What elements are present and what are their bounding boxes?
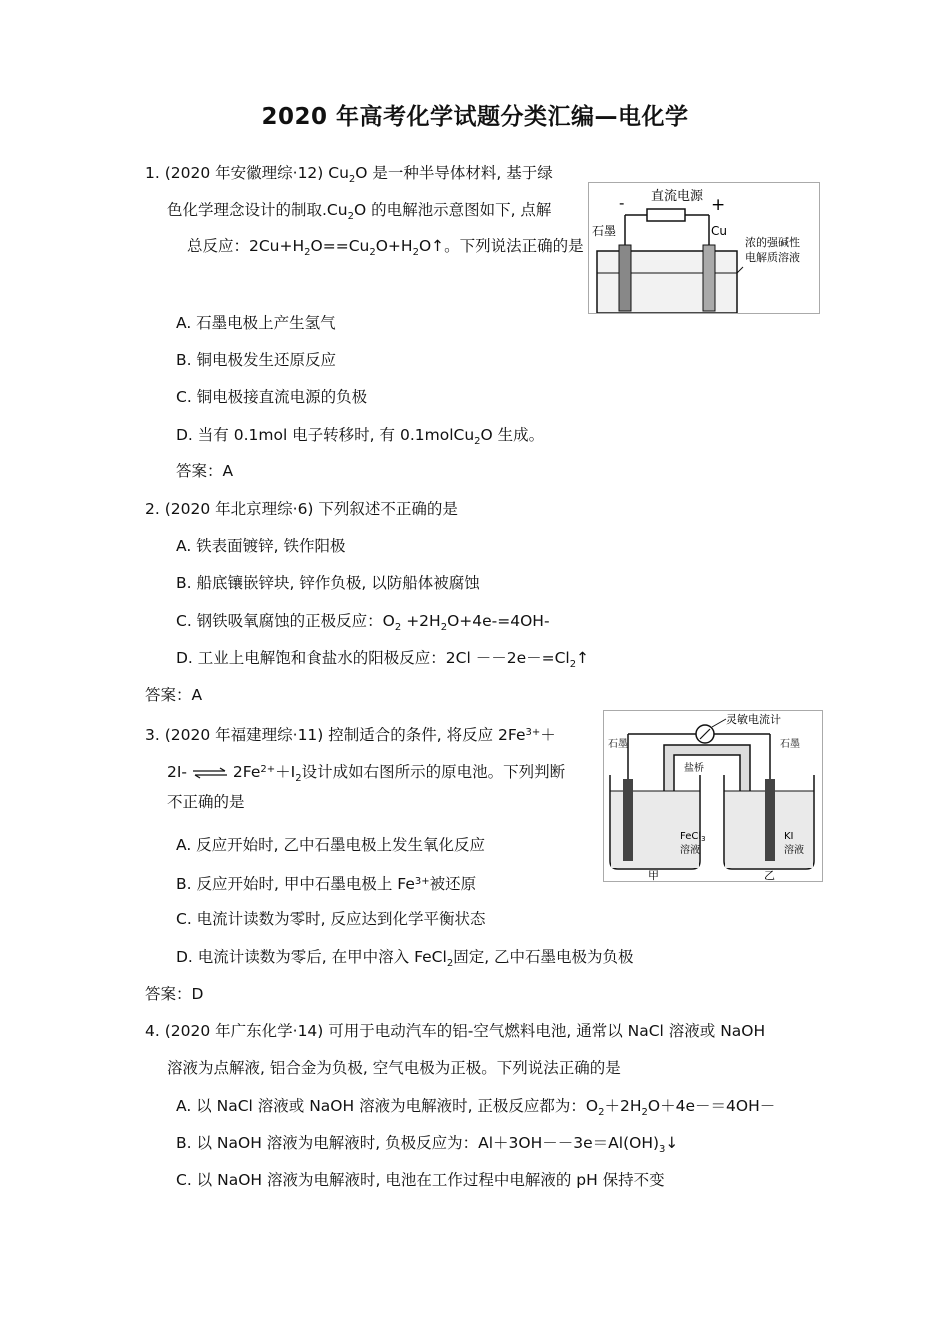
- q3-text: 被还原: [429, 875, 477, 893]
- fig3-meter-label: 灵敏电流计: [726, 713, 781, 726]
- fig1-solution-label: 电解质溶液: [745, 251, 800, 264]
- graphite-electrode-yi: [765, 779, 775, 861]
- q1-text: 总反应：2Cu+H: [187, 237, 305, 255]
- fig1-power-label: 直流电源: [651, 189, 704, 204]
- electrolysis-cell-figure: [588, 182, 820, 314]
- q4-option-c: C. 以 NaOH 溶液为电解液时, 电池在工作过程中电解液的 pH 保持不变: [176, 1171, 665, 1189]
- q3-text: 2I-: [167, 763, 188, 781]
- q3-line1: [145, 723, 556, 745]
- q3-option-d: [176, 947, 634, 974]
- galvanic-cell-diagram: [604, 711, 822, 881]
- q2-option-c: [176, 611, 550, 638]
- q1-text: O 生成。: [480, 426, 545, 444]
- superscript: 3+: [525, 727, 541, 738]
- q3-answer: 答案：D: [145, 985, 204, 1003]
- q3-text: ＋I: [275, 763, 296, 781]
- q3-text: B. 反应开始时, 甲中石墨电极上 Fe: [176, 875, 415, 893]
- q3-option-a: A. 反应开始时, 乙中石墨电极上发生氧化反应: [176, 836, 486, 854]
- subscript: 2: [295, 773, 302, 784]
- graphite-electrode-jia: [623, 779, 633, 861]
- subscript: 2: [412, 247, 419, 258]
- q3-text: 设计成如右图所示的原电池。下列判断: [301, 763, 566, 781]
- subscript: 2: [394, 622, 402, 633]
- q1-line2: [167, 200, 551, 227]
- fig3-solution-right: 溶液: [784, 845, 804, 856]
- q1-text: O+H: [375, 237, 413, 255]
- q3-option-b: [176, 872, 476, 894]
- q4-line1: 4. (2020 年广东化学·14) 可用于电动汽车的铝-空气燃料电池, 通常以 NaCl 溶液或 NaOH: [145, 1022, 766, 1040]
- q3-text: D. 电流计读数为零后, 在甲中溶入 FeCl: [176, 948, 447, 966]
- q2-option-b: B. 船底镶嵌锌块, 锌作负极, 以防船体被腐蚀: [176, 574, 480, 592]
- subscript: 2: [304, 247, 311, 258]
- subscript: 2: [598, 1107, 605, 1118]
- q1-option-a: A. 石墨电极上产生氢气: [176, 314, 336, 332]
- q1-option-c: C. 铜电极接直流电源的负极: [176, 388, 368, 406]
- q4-option-b: [176, 1133, 678, 1160]
- q1-option-b: B. 铜电极发生还原反应: [176, 351, 336, 369]
- q1-line3: [187, 236, 584, 263]
- graphite-electrode: [619, 245, 631, 311]
- subscript: 3: [659, 1144, 666, 1155]
- subscript: 2: [474, 436, 481, 447]
- q2-option-d: [176, 648, 589, 675]
- subscript: 2: [369, 247, 376, 258]
- fig1-solution-label: 浓的强碱性: [745, 236, 800, 249]
- q2-text: +2H: [401, 612, 441, 630]
- q2-text: ↑: [576, 649, 590, 667]
- equilibrium-arrow-icon: [192, 767, 228, 779]
- fig3-graphite-right: 石墨: [780, 739, 800, 750]
- q1-text: 1. (2020 年安徽理综·12) Cu: [145, 164, 349, 182]
- q2-text: O+4e-=4OH-: [447, 612, 550, 630]
- subscript: 2: [348, 174, 356, 185]
- fig3-fecl-label: FeCl$_3$: [680, 831, 706, 843]
- q2-text: C. 钢铁吸氧腐蚀的正极反应：O: [176, 612, 395, 630]
- fig3-ki-label: KI: [784, 831, 794, 842]
- q3-text: ＋: [540, 726, 556, 744]
- q3-text: 固定, 乙中石墨电极为负极: [453, 948, 634, 966]
- beaker: [597, 251, 737, 313]
- fig3-yi-label: 乙: [764, 869, 775, 881]
- fig3-graphite-left: 石墨: [608, 739, 628, 750]
- q4-text: ＋2H: [604, 1097, 642, 1115]
- q2-stem: 2. (2020 年北京理综·6) 下列叙述不正确的是: [145, 500, 458, 518]
- q2-answer: 答案：A: [145, 686, 203, 704]
- page-title: 2020 年高考化学试题分类汇编—电化学: [261, 104, 689, 130]
- electrolysis-cell-diagram: [589, 183, 819, 313]
- q2-text: D. 工业上电解饱和食盐水的阳极反应：2Cl －－2e－=Cl: [176, 649, 570, 667]
- subscript: 2: [440, 622, 448, 633]
- subscript: 2: [569, 659, 577, 670]
- q4-line2: 溶液为点解液, 铝合金为负极, 空气电极为正极。下列说法正确的是: [167, 1059, 621, 1077]
- power-supply-box: [647, 209, 685, 221]
- q1-text: O 的电解池示意图如下, 点解: [353, 201, 552, 219]
- q4-text: A. 以 NaCl 溶液或 NaOH 溶液为电解液时, 正极反应都为：O: [176, 1097, 599, 1115]
- copper-electrode: [703, 245, 715, 311]
- fig1-graphite-label: 石墨: [592, 224, 617, 238]
- q1-option-d: [176, 425, 544, 452]
- q3-option-c: C. 电流计读数为零时, 反应达到化学平衡状态: [176, 910, 486, 928]
- q3-text: 2Fe: [232, 763, 261, 781]
- q1-text: 色化学理念设计的制取.Cu: [167, 201, 348, 219]
- q1-text: O↑。下列说法正确的是: [418, 237, 584, 255]
- superscript: 2+: [260, 764, 276, 775]
- subscript: 2: [641, 1107, 648, 1118]
- q1-text: D. 当有 0.1mol 电子转移时, 有 0.1molCu: [176, 426, 475, 444]
- galvanic-cell-figure: [603, 710, 823, 882]
- q1-answer: 答案：A: [176, 462, 234, 480]
- q3-text: 3. (2020 年福建理综·11) 控制适合的条件, 将反应 2Fe: [145, 726, 526, 744]
- q3-line2: [167, 760, 565, 789]
- q3-line3: 不正确的是: [167, 793, 245, 811]
- q4-option-a: [176, 1096, 775, 1123]
- fig3-solution-left: 溶液: [680, 845, 700, 856]
- fig3-bridge-label: 盐桥: [684, 763, 704, 774]
- q4-text: O＋4e－＝4OH－: [647, 1097, 776, 1115]
- fig1-minus: -: [619, 194, 625, 212]
- superscript: 3+: [414, 876, 430, 887]
- q2-option-a: A. 铁表面镀锌, 铁作阳极: [176, 537, 346, 555]
- q1-line1: [145, 163, 553, 190]
- pointer-line: [712, 719, 726, 727]
- q1-text: O==Cu: [310, 237, 370, 255]
- q1-text: O 是一种半导体材料, 基于绿: [355, 164, 553, 182]
- fig3-jia-label: 甲: [648, 869, 659, 881]
- fig1-cu-label: Cu: [711, 224, 727, 238]
- q4-text: ↓: [665, 1134, 679, 1152]
- q4-text: B. 以 NaOH 溶液为电解液时, 负极反应为：Al＋3OH－－3e＝Al(OH): [176, 1134, 660, 1152]
- fig1-plus: +: [711, 195, 726, 215]
- subscript: 2: [446, 958, 454, 969]
- subscript: 2: [347, 211, 354, 222]
